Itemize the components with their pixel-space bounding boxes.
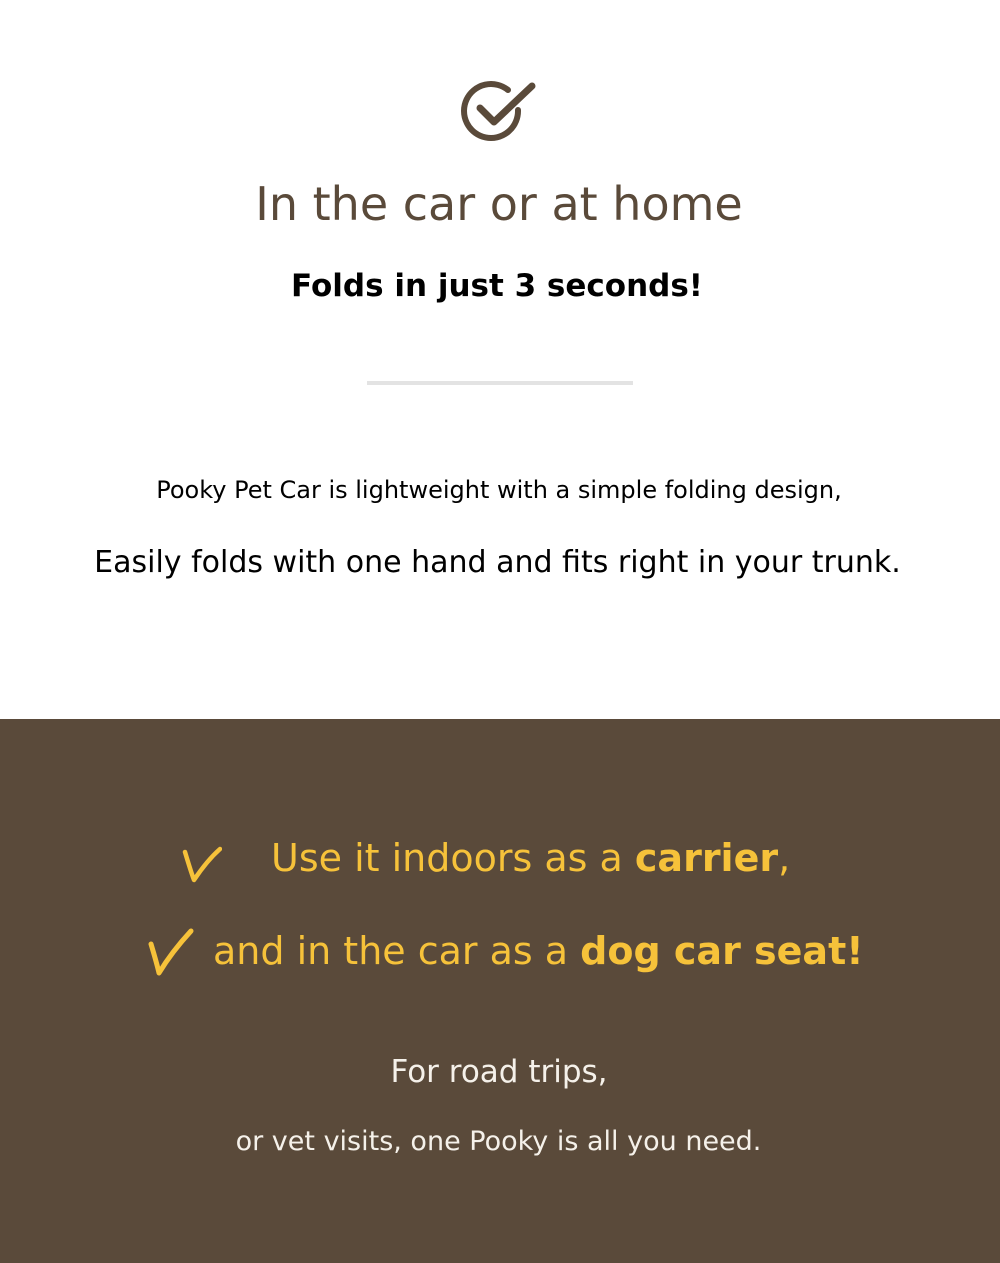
- description-line-2: Easily folds with one hand and fits right in your trunk.: [94, 545, 901, 580]
- feature-highlight: carrier: [634, 836, 779, 880]
- feature-text: Use it indoors as a: [271, 836, 635, 880]
- section-subtitle: Folds in just 3 seconds!: [291, 268, 703, 304]
- checkmark-icon: [182, 846, 222, 886]
- section-title: In the car or at home: [255, 177, 743, 231]
- feature-suffix: ,: [778, 836, 791, 880]
- feature-text: and in the car as a: [213, 929, 581, 973]
- feature-section: [0, 719, 1000, 1263]
- divider: [367, 381, 633, 385]
- check-circle-icon: [458, 78, 542, 144]
- checkmark-icon: [148, 928, 194, 976]
- feature-highlight: dog car seat!: [580, 929, 864, 973]
- closing-line-2: or vet visits, one Pooky is all you need.: [235, 1126, 762, 1157]
- description-line-1: Pooky Pet Car is lightweight with a simple folding design,: [156, 476, 842, 504]
- closing-line-1: For road trips,: [390, 1054, 608, 1090]
